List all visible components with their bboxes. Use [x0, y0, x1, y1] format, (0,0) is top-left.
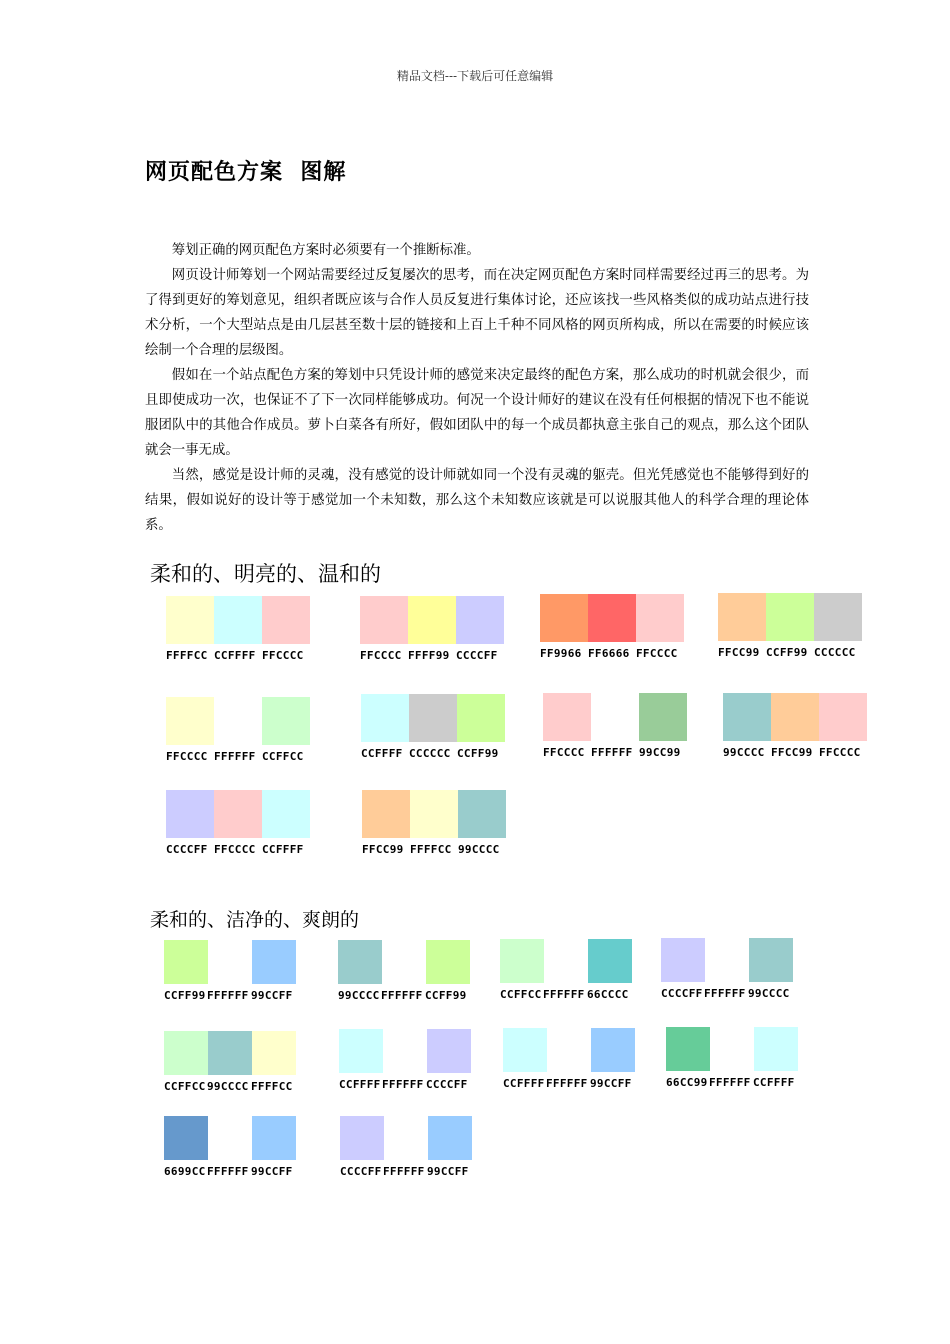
color-code-label: FFFFFF [207, 1165, 249, 1178]
color-swatch [819, 693, 867, 741]
color-swatch [723, 693, 771, 741]
swatch-row [666, 1027, 798, 1071]
swatch-row [164, 1031, 296, 1075]
color-code-label: CCFF99 [425, 989, 467, 1002]
color-swatch [362, 790, 410, 838]
color-swatch [214, 596, 262, 644]
color-swatch [427, 1029, 471, 1073]
color-code-label: FFFF99 [408, 649, 450, 662]
soft-bright-palette [166, 697, 310, 763]
color-code-label: 99CC99 [639, 746, 681, 759]
color-code-label: CCFFCC [262, 750, 304, 763]
color-code-label: FFFFFF [546, 1077, 588, 1090]
color-code-label: CCFFFF [753, 1076, 795, 1089]
color-swatch [766, 593, 814, 641]
soft-clean-palette [503, 1028, 635, 1090]
color-code-label: 99CCCC [207, 1080, 249, 1093]
color-swatch [214, 790, 262, 838]
color-code-label: CCCCFF [166, 843, 208, 856]
swatch-row [361, 694, 505, 742]
swatch-row [718, 593, 862, 641]
color-code-label: CCFFFF [262, 843, 304, 856]
color-codes [166, 750, 310, 763]
color-code-label: 99CCFF [590, 1077, 632, 1090]
swatch-row [503, 1028, 635, 1072]
color-swatch [166, 790, 214, 838]
color-swatch [338, 940, 382, 984]
color-code-label: 99CCCC [723, 746, 765, 759]
color-code-label: CCFF99 [766, 646, 808, 659]
color-swatch [814, 593, 862, 641]
color-swatch [503, 1028, 547, 1072]
soft-clean-palette [340, 1116, 472, 1178]
soft-clean-palette [500, 939, 632, 1001]
color-code-label: FFCCCC [543, 746, 585, 759]
color-code-label: 99CCFF [251, 989, 293, 1002]
color-code-label: 99CCFF [427, 1165, 469, 1178]
color-codes [164, 989, 296, 1002]
soft-clean-palette [339, 1029, 471, 1091]
color-code-label: 99CCCC [748, 987, 790, 1000]
color-swatch [636, 594, 684, 642]
color-swatch [383, 1029, 427, 1073]
color-codes [340, 1165, 472, 1178]
color-code-label: CCFF99 [164, 989, 206, 1002]
color-code-label: FFCC99 [362, 843, 404, 856]
color-code-label: CCCCFF [340, 1165, 382, 1178]
swatch-row [164, 1116, 296, 1160]
color-code-label: CCFFCC [164, 1080, 206, 1093]
color-swatch [382, 940, 426, 984]
color-swatch [214, 697, 262, 745]
color-swatch [544, 939, 588, 983]
color-code-label: FFFFFF [382, 1078, 424, 1091]
swatch-row [338, 940, 470, 984]
color-code-label: 66CCCC [587, 988, 629, 1001]
color-code-label: FFCC99 [718, 646, 760, 659]
color-code-label: CCCCFF [456, 649, 498, 662]
soft-bright-palette [361, 694, 505, 760]
color-codes [540, 647, 684, 660]
color-swatch [456, 596, 504, 644]
soft-bright-palette [723, 693, 867, 759]
color-code-label: FFFFCC [166, 649, 208, 662]
swatch-row [360, 596, 504, 644]
color-code-label: 99CCCC [458, 843, 500, 856]
soft-bright-palette [362, 790, 506, 856]
color-codes [164, 1080, 296, 1093]
soft-bright-palette [540, 594, 684, 660]
color-swatch [591, 1028, 635, 1072]
color-code-label: FFCCCC [819, 746, 861, 759]
color-swatch [588, 939, 632, 983]
swatch-row [543, 693, 687, 741]
color-swatch [262, 697, 310, 745]
color-code-label: FFCCCC [262, 649, 304, 662]
color-code-label: FFFFFF [591, 746, 633, 759]
swatch-row [661, 938, 793, 982]
paragraph: 当然，感觉是设计师的灵魂，没有感觉的设计师就如同一个没有灵魂的躯壳。但光凭感觉也不能够得到好的结果，假如说好的设计等于感觉加一个未知数，那么这个未知数应该就是可以说服其他人的科学合理的理论体系。 [145, 468, 809, 533]
color-code-label: FFFFFF [543, 988, 585, 1001]
color-code-label: CCCCFF [426, 1078, 468, 1091]
soft-bright-palette [718, 593, 862, 659]
swatch-row [166, 596, 310, 644]
paragraph: 筹划正确的网页配色方案时必须要有一个推断标准。 [171, 243, 480, 258]
color-swatch [166, 697, 214, 745]
color-code-label: CCCCCC [814, 646, 856, 659]
color-swatch [410, 790, 458, 838]
color-code-label: FFCC99 [771, 746, 813, 759]
color-code-label: CCFFFF [503, 1077, 545, 1090]
color-code-label: CCCCFF [661, 987, 703, 1000]
color-swatch [666, 1027, 710, 1071]
color-code-label: CCCCCC [409, 747, 451, 760]
color-codes [503, 1077, 635, 1090]
color-swatch [252, 1031, 296, 1075]
color-code-label: FFFFFF [383, 1165, 425, 1178]
color-code-label: FFCCCC [166, 750, 208, 763]
soft-clean-palette [661, 938, 793, 1000]
swatch-row [540, 594, 684, 642]
color-code-label: CCFFFF [214, 649, 256, 662]
soft-clean-palette [164, 1031, 296, 1093]
color-swatch [208, 1116, 252, 1160]
color-swatch [252, 940, 296, 984]
color-codes [362, 843, 506, 856]
color-code-label: 99CCCC [338, 989, 380, 1002]
swatch-row [164, 940, 296, 984]
color-codes [661, 987, 793, 1000]
color-swatch [262, 790, 310, 838]
color-swatch [340, 1116, 384, 1160]
soft-bright-palette [166, 790, 310, 856]
color-code-label: 99CCFF [251, 1165, 293, 1178]
soft-bright-palette [543, 693, 687, 759]
soft-clean-palette [666, 1027, 798, 1089]
color-swatch [208, 1031, 252, 1075]
body-text [145, 238, 809, 538]
color-swatch [361, 694, 409, 742]
color-swatch [164, 1031, 208, 1075]
color-swatch [426, 940, 470, 984]
color-code-label: FFFFFF [381, 989, 423, 1002]
color-swatch [591, 693, 639, 741]
color-swatch [428, 1116, 472, 1160]
color-swatch [661, 938, 705, 982]
swatch-row [339, 1029, 471, 1073]
color-code-label: CCFFFF [339, 1078, 381, 1091]
color-swatch [457, 694, 505, 742]
color-codes [718, 646, 862, 659]
color-swatch [252, 1116, 296, 1160]
color-swatch [164, 1116, 208, 1160]
swatch-row [723, 693, 867, 741]
color-code-label: FFFFCC [251, 1080, 293, 1093]
swatch-row [362, 790, 506, 838]
color-swatch [771, 693, 819, 741]
color-code-label: 6699CC [164, 1165, 206, 1178]
color-code-label: CCFFFF [361, 747, 403, 760]
color-swatch [547, 1028, 591, 1072]
paragraph: 假如在一个站点配色方案的筹划中只凭设计师的感觉来决定最终的配色方案，那么成功的时机就会很少，而且即使成功一次，也保证不了下一次同样能够成功。何况一个设计师好的建议在没有任何根据的情况下也不能说服团队中的其他合作成员。萝卜白菜各有所好，假如团队中的每一个成员都执意主张自己的观点，那么这个团队就会一事无成。 [145, 368, 809, 458]
color-codes [164, 1165, 296, 1178]
color-code-label: CCFF99 [457, 747, 499, 760]
color-swatch [384, 1116, 428, 1160]
color-swatch [718, 593, 766, 641]
color-swatch [639, 693, 687, 741]
color-swatch [749, 938, 793, 982]
color-code-label: 66CC99 [666, 1076, 708, 1089]
color-swatch [360, 596, 408, 644]
color-code-label: FFCCCC [214, 843, 256, 856]
color-swatch [500, 939, 544, 983]
swatch-row [166, 790, 310, 838]
color-code-label: CCFFCC [500, 988, 542, 1001]
soft-bright-palette [360, 596, 504, 662]
swatch-row [166, 697, 310, 745]
color-swatch [543, 693, 591, 741]
paragraph: 网页设计师筹划一个网站需要经过反复屡次的思考，而在决定网页配色方案时同样需要经过再三的思考。为了得到更好的筹划意见，组织者既应该与合作人员反复进行集体讨论，还应该找一些风格类似的成功站点进行技术分析，一个大型站点是由几层甚至数十层的链接和上百上千种不同风格的网页所构成，所以在需要的时候应该绘制一个合理的层级图。 [145, 268, 809, 358]
soft-clean-palette [164, 1116, 296, 1178]
color-code-label: FFCCCC [360, 649, 402, 662]
color-codes [166, 649, 310, 662]
color-codes [339, 1078, 471, 1091]
color-codes [543, 746, 687, 759]
color-swatch [540, 594, 588, 642]
color-swatch [164, 940, 208, 984]
color-code-label: FF6666 [588, 647, 630, 660]
page-title: 网页配色方案 图解 [145, 160, 347, 185]
color-swatch [705, 938, 749, 982]
color-swatch [754, 1027, 798, 1071]
color-codes [338, 989, 470, 1002]
color-swatch [262, 596, 310, 644]
soft-clean-palette [164, 940, 296, 1002]
color-codes [500, 988, 632, 1001]
section-heading-soft-bright-warm: 柔和的、明亮的、温和的 [150, 562, 381, 586]
color-swatch [409, 694, 457, 742]
color-swatch [166, 596, 214, 644]
swatch-row [500, 939, 632, 983]
page-header: 精品文档---下载后可任意编辑 [396, 69, 554, 83]
color-swatch [710, 1027, 754, 1071]
color-codes [666, 1076, 798, 1089]
color-code-label: FFCCCC [636, 647, 678, 660]
color-codes [361, 747, 505, 760]
color-swatch [339, 1029, 383, 1073]
color-code-label: FF9966 [540, 647, 582, 660]
soft-bright-palette [166, 596, 310, 662]
color-codes [360, 649, 504, 662]
color-codes [723, 746, 867, 759]
color-swatch [458, 790, 506, 838]
soft-clean-palette [338, 940, 470, 1002]
color-code-label: FFFFFF [709, 1076, 751, 1089]
color-code-label: FFFFFF [207, 989, 249, 1002]
color-swatch [208, 940, 252, 984]
section-heading-soft-clean-fresh: 柔和的、洁净的、爽朗的 [150, 909, 360, 931]
color-code-label: FFFFFF [704, 987, 746, 1000]
color-code-label: FFFFFF [214, 750, 256, 763]
color-swatch [408, 596, 456, 644]
color-code-label: FFFFCC [410, 843, 452, 856]
color-codes [166, 843, 310, 856]
color-swatch [588, 594, 636, 642]
swatch-row [340, 1116, 472, 1160]
